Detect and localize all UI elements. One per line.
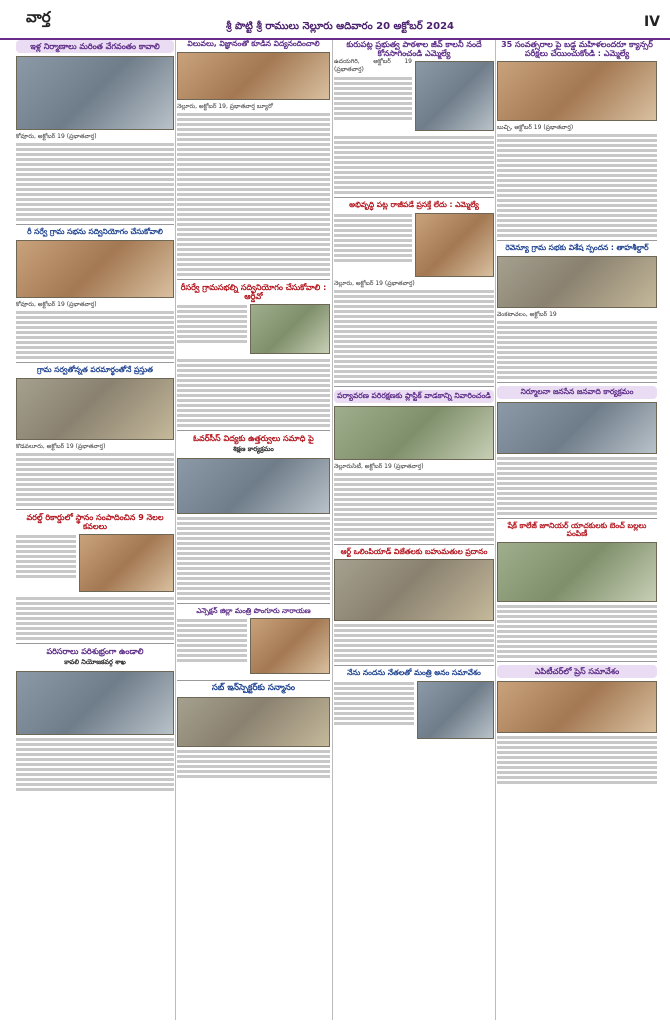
column-1 <box>16 40 174 1020</box>
headline: ఇళ్ల నిర్మాణాలు మరింత వేగవంతం కావాలి <box>16 40 174 53</box>
divider <box>334 544 494 545</box>
column-divider <box>495 40 496 1020</box>
headline: ఎపిటీచర్‌లో ప్రెస్ సమావేశం <box>497 665 657 678</box>
headline: రీసర్వే గ్రామసభల్ని సద్వినియోగం చేసుకోవాలి : ఆర్డీవో <box>180 282 327 301</box>
headline: పర్యావరణ పరిరక్షణకు ప్లాస్టిక్ వాడకాన్ని నివారించండి <box>334 390 494 403</box>
article-text <box>177 617 247 675</box>
divider <box>334 197 494 198</box>
column-4 <box>497 40 657 1020</box>
headline: రెవెన్యూ గ్రామ సభకు విశేష స్పందన : తాహశీల్దార్ <box>505 243 649 253</box>
news-photo <box>16 56 174 130</box>
headline: నేను నందను నేతలతో మంత్రి అనం సమావేశం <box>347 668 481 678</box>
news-photo <box>16 671 174 735</box>
article-text <box>16 533 76 593</box>
divider <box>334 665 494 666</box>
article-text <box>334 212 412 278</box>
news-photo <box>497 61 657 121</box>
article-dateline: నెల్లూరుసిటీ, అక్టోబర్ 19 (ప్రభాతవార్త) <box>334 462 424 470</box>
news-photo <box>497 402 657 454</box>
article-text <box>497 457 657 515</box>
article-text <box>334 473 494 541</box>
article-text <box>177 359 330 427</box>
article-dateline: కొడవలూరు, అక్టోబర్ 19 (ప్రభాతవార్త) <box>16 442 106 450</box>
article-text <box>497 605 657 658</box>
article-text <box>16 597 174 640</box>
news-photo <box>16 240 174 298</box>
headline: వరల్డ్ రికార్డులో స్థానం సంపాదించిన 9 నెలల కవలలు <box>26 512 164 531</box>
article-text <box>16 143 174 221</box>
divider <box>16 224 174 225</box>
article-block <box>334 58 412 134</box>
divider <box>177 279 330 280</box>
divider <box>497 518 657 519</box>
divider <box>16 643 174 644</box>
photo-row <box>334 678 494 742</box>
photo-row <box>334 58 494 134</box>
news-photo <box>415 61 494 131</box>
headline: ఎన్సెక్షన్ జిల్లా మంత్రి పొంగూరు నారాయణ <box>196 607 311 616</box>
column-divider <box>332 40 333 1020</box>
article-text <box>334 680 414 740</box>
divider <box>177 680 330 681</box>
divider <box>16 509 174 510</box>
news-photo <box>334 406 494 460</box>
article-text <box>334 624 494 662</box>
photo-row <box>177 301 330 357</box>
article-text <box>497 321 657 379</box>
news-photo <box>250 304 330 354</box>
photo-row <box>177 615 330 677</box>
column-divider <box>175 40 176 1020</box>
news-photo <box>415 213 494 277</box>
article-text <box>497 736 657 784</box>
byline: కావలి నియోజకవర్గ శాఖ <box>64 658 126 667</box>
article-text <box>16 453 174 506</box>
photo-row <box>334 210 494 280</box>
divider <box>497 240 657 241</box>
article-dateline: కోవూరు, అక్టోబర్ 19 (ప్రభాతవార్త) <box>16 133 97 141</box>
article-text <box>177 303 247 355</box>
article-dateline: బుచ్చి, అక్టోబర్ 19 (ప్రభాతవార్త) <box>497 124 574 132</box>
news-photo <box>417 681 494 739</box>
photo-row <box>16 531 174 595</box>
divider <box>334 386 494 387</box>
headline: ఆర్ట్ ఒలింపియాడ్ విజేతలకు బహుమతుల ప్రదానం <box>340 546 488 556</box>
article-text <box>334 290 494 383</box>
article-dateline: కోవూరు, అక్టోబర్ 19 (ప్రభాతవార్త) <box>16 300 97 308</box>
news-photo <box>79 534 174 592</box>
section-title: వార్త <box>26 8 51 26</box>
column-3 <box>334 40 494 1020</box>
byline: శిక్షణ కార్యక్రమం <box>233 445 274 454</box>
news-photo <box>334 559 494 621</box>
article-dateline: ఉదయగిరి, అక్టోబర్ 19 (ప్రభాతవార్త) <box>334 58 412 74</box>
divider <box>497 661 657 662</box>
masthead <box>0 0 670 40</box>
news-photo <box>177 458 330 514</box>
news-photo <box>16 378 174 440</box>
article-text <box>334 136 494 194</box>
divider <box>16 362 174 363</box>
headline: రీ సర్వే గ్రామ సభను సద్వినియోగం చేసుకోవాలి <box>27 227 163 237</box>
news-photo <box>177 52 330 100</box>
article-dateline: నెల్లూరు, అక్టోబర్ 19, ప్రభాతవార్త బ్యూరో <box>177 102 273 110</box>
article-text <box>334 77 412 120</box>
divider <box>177 603 330 604</box>
headline: సబ్ ఇన్‌స్పెక్టర్‌కు సన్మానం <box>211 683 296 694</box>
article-text <box>177 750 330 778</box>
article-text <box>177 517 330 600</box>
headline: షేక్ కాలేజ్ జూనియర్ యాచకులకు బెంచ్ బల్లలు పంపిణీ <box>507 520 647 539</box>
news-photo <box>250 618 330 674</box>
article-text <box>177 113 330 276</box>
divider <box>177 430 330 431</box>
headline: 35 సంవత్సరాల పై బడ్డ మహిళలందరూ క్యాన్సర్ పరీక్షలు చేయించుకోండి : ఎమ్మెల్యే <box>501 40 653 59</box>
headline: గ్రామ సర్వతోన్నత పరమార్థంతోనే ప్రస్తుత <box>36 365 154 374</box>
news-photo <box>177 697 330 747</box>
article-text <box>16 738 174 791</box>
news-photo <box>497 256 657 308</box>
article-dateline: వెంకటాచలం, అక్టోబర్ 19 <box>497 311 557 319</box>
news-photo <box>497 542 657 602</box>
news-photo <box>497 681 657 733</box>
headline: పరిసరాలు పరిశుభ్రంగా ఉండాలి <box>46 647 144 657</box>
article-text <box>497 134 657 237</box>
article-text <box>16 311 174 359</box>
dateline: శ్రీ పొట్టి శ్రీ రాములు నెల్లూరు ఆదివారం 20 అక్టోబర్ 2024 <box>226 21 454 32</box>
headline: ఓవర్‌సీస్ విద్యకు ఉత్తర్వులు సమాధి పై <box>193 434 314 444</box>
article-dateline: నెల్లూరు, అక్టోబర్ 19 (ప్రభాతవార్త) <box>334 280 415 287</box>
headline: విలువలు, విజ్ఞానంతో కూడిన విద్యనందించాలి <box>187 40 320 48</box>
headline: కురుపట్ల ప్రభుత్వ పాఠశాల జీవ్ కాలనీ నందే కోనసాగించండి ఎమ్మెల్యే <box>346 40 482 59</box>
headline: అభివృద్ధి పట్ల రాజీపడే ప్రసక్తే లేదు : ఎమ్మెల్యే <box>349 200 479 210</box>
page-number: IV <box>643 14 660 30</box>
column-2 <box>177 40 330 1020</box>
divider <box>497 382 657 383</box>
headline: నిర్మూలనా జనసేన జనవాది కార్యక్రమం <box>497 386 657 399</box>
